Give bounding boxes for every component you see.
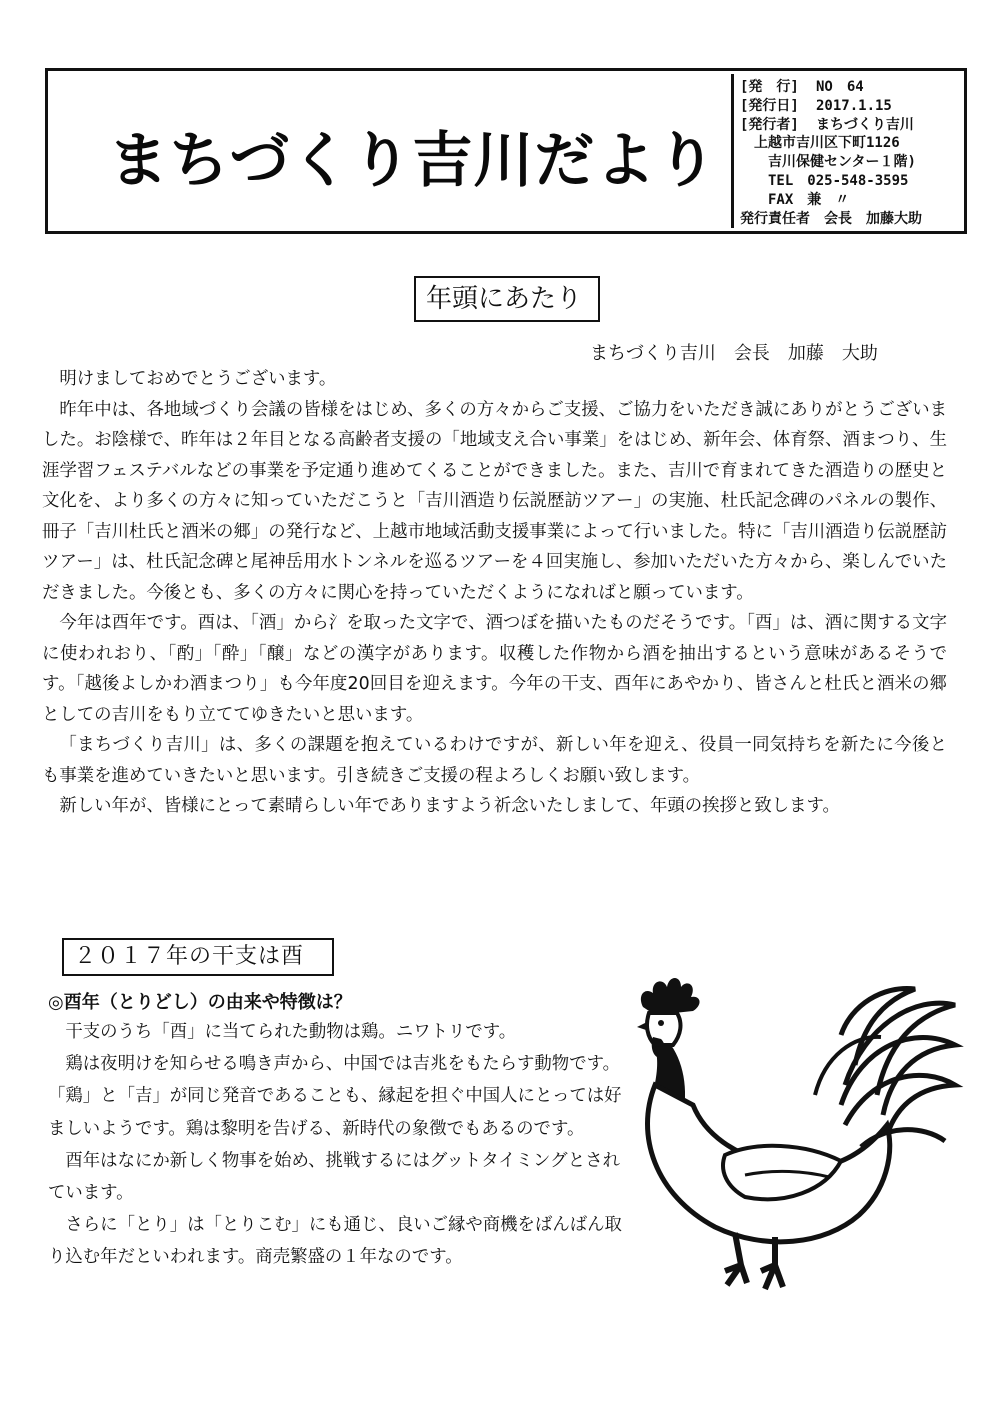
responsible-line: 発行責任者 会長 加藤大助 xyxy=(740,210,922,227)
date-value: 2017.1.15 xyxy=(816,97,892,114)
article2-paragraph: 干支のうち「酉」に当てられた動物は鶏。ニワトリです。 xyxy=(65,1022,517,1042)
article1-paragraph: 昨年中は、各地域づくり会議の皆様をはじめ、多くの方々からご支援、ご協力をいただき誠にありがとうございました。お陰様で、昨年は２年目となる高齢者支援の「地域支え合い事業」をはじめ、新年会、体育祭、酒まつり、生涯学習フェステバルなどの事業を予定通り進めてくることができました。また、吉川で育まれてきた酒造りの歴史と文化を、より多くの方々に知っていただこうと「吉川酒造り伝説歴訪ツアー」の実施、杜氏記念碑のパネルの製作、冊子「吉川杜氏と酒米の郷」の発行など、上越市地域活動支援事業によって行いました。特に「吉川酒造り伝説歴訪ツアー」は、杜氏記念碑と尾神岳用水トンネルを巡るツアーを４回実施し、参加いただいた方々から、楽しんでいただきました。今後とも、多くの方々に関心を持っていただくようになればと願っています。 xyxy=(42,399,947,603)
article1-author: まちづくり吉川 会長 加藤 大助 xyxy=(590,343,878,364)
masthead xyxy=(45,68,967,234)
article1-body xyxy=(42,364,947,822)
tel-line: TEL 025-548-3595 xyxy=(768,172,909,189)
rooster-icon xyxy=(615,965,970,1300)
date-row xyxy=(740,97,964,116)
article2-paragraph: さらに「とり」は「とりこむ」にも通じ、良いご縁や商機をばんばん取り込む年だといわれます。商売繁盛の１年なのです。 xyxy=(48,1215,622,1268)
publisher-label: [発行者] xyxy=(740,116,799,133)
article1-paragraph: 今年は酉年です。酉は、「酒」から氵を取った文字で、酒つぼを描いたものだそうです。「酉」は、酒に関する文字に使われおり、「酌」「酔」「醸」などの漢字があります。収穫した作物から酒を抽出するという意味があるそうです。「越後よしかわ酒まつり」も今年度20回目を迎えます。今年の干支、酉年にあやかり、皆さんと杜氏と酒米の郷としての吉川をもり立ててゆきたいと思います。 xyxy=(42,613,947,725)
fax-line: FAX 兼 〃 xyxy=(768,191,850,208)
article2-heading: ２０１７年の干支は酉 xyxy=(62,938,334,976)
article1-paragraph: 新しい年が、皆様にとって素晴らしい年でありますよう祈念いたしまして、年頭の挨拶と致します。 xyxy=(59,796,840,816)
article1-paragraph: 明けましておめでとうございます。 xyxy=(59,369,337,389)
article2-subheading: ◎酉年（とりどし）の由来や特徴は？ xyxy=(48,992,352,1013)
issue-row xyxy=(740,78,964,97)
newsletter-title: まちづくり吉川だより xyxy=(108,126,718,196)
address-line1: 上越市吉川区下町1126 xyxy=(754,135,900,152)
article2-paragraph: 酉年はなにか新しく物事を始め、挑戦するにはグットタイミングとされています。 xyxy=(48,1150,620,1204)
issue-label: [発 行] xyxy=(740,79,799,95)
publication-info xyxy=(731,74,964,228)
publisher-value: まちづくり吉川 xyxy=(816,116,914,133)
article2-body xyxy=(48,1016,633,1274)
date-label: [発行日] xyxy=(740,97,799,114)
article1-paragraph: 「まちづくり吉川」は、多くの課題を抱えているわけですが、新しい年を迎え、役員一同気持ちを新たに今後とも事業を進めていきたいと思います。引き続きご支援の程よろしくお願い致します。 xyxy=(42,735,947,786)
article2-paragraph: 鶏は夜明けを知らせる鳴き声から、中国では吉兆をもたらす動物です。「鶏」と「吉」が同じ発音であることも、縁起を担ぐ中国人にとっては好ましいようです。鶏は黎明を告げる、新時代の象徴でもあるのです。 xyxy=(48,1054,622,1139)
address-line2: 吉川保健センター１階) xyxy=(768,154,916,171)
article1-heading: 年頭にあたり xyxy=(414,276,600,322)
issue-value: NO 64 xyxy=(816,79,864,95)
publisher-row xyxy=(740,116,964,135)
